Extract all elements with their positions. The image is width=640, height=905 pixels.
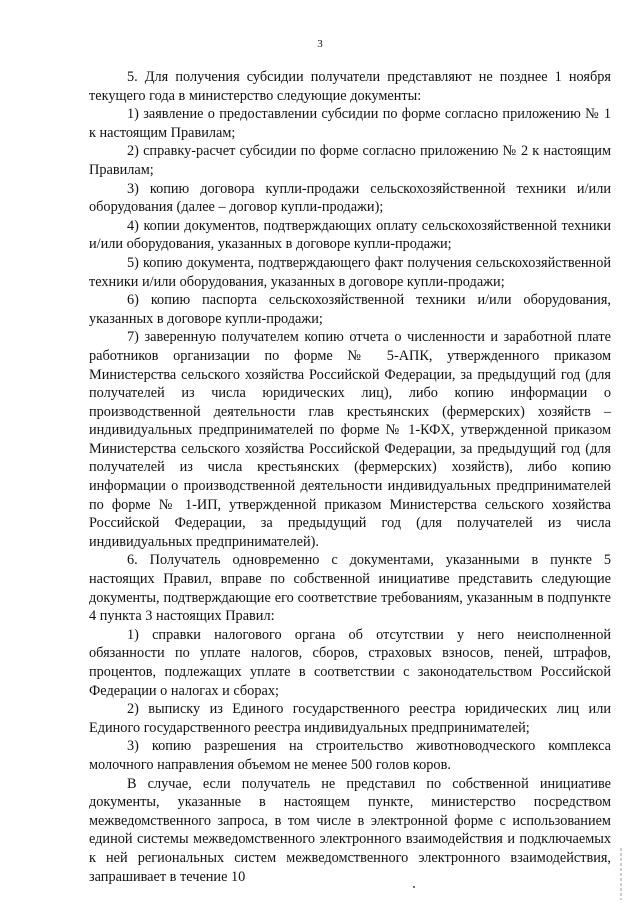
paragraph-5-item-5: 5) копию документа, подтверждающего факт получения сельскохозяйственной техники и/или оборудования, указанных в договоре купли-продажи;: [89, 254, 611, 290]
paragraph-5-item-7: 7) заверенную получателем копию отчета о численности и заработной плате работников организации по форме № 5-АПК, утвержденного приказом Министерства сельского хозяйства Российской Федерации, за предыдущий год (для получателей из числа юридических лиц), либо копию информации о производственной деятельности глав крестьянских (фермерских) хозяйств – индивидуальных предпринимателей по форме № 1-КФХ, утвержденной приказом Министерства сельского хозяйства Российской Федерации, за предыдущий год (для получателей из числа крестьянских (фермерских) хозяйств), либо копию информации о производственной деятельности индивидуальных предпринимателей по форме № 1-ИП, утвержденной приказом Министерства сельского хозяйства Российской Федерации, за предыдущий год (для получателей из числа индивидуальных предпринимателей).: [89, 329, 611, 550]
paragraph-5-item-6: 6) копию паспорта сельскохозяйственной техники и/или оборудования, указанных в договоре купли-продажи;: [89, 292, 611, 327]
paragraph-6-item-1: 1) справки налогового органа об отсутствии у него неисполненной обязанности по уплате налогов, сборов, страховых взносов, пеней, штрафов, процентов, подлежащих уплате в соответствии с законодательством Российской Федерации о налогах и сборах;: [89, 626, 611, 699]
page-number: 3: [317, 38, 323, 50]
paragraph-5-item-1: 1) заявление о предоставлении субсидии по форме согласно приложению № 1 к настоящим Правилам;: [89, 106, 611, 141]
paragraph-5-item-4: 4) копии документов, подтверждающих оплату сельскохозяйственной техники и/или оборудования, указанных в договоре купли-продажи;: [89, 217, 611, 253]
paragraph-5-item-2: 2) справку-расчет субсидии по форме согласно приложению № 2 к настоящим Правилам;: [89, 143, 611, 178]
paragraph-6-item-3: 3) копию разрешения на строительство животноводческого комплекса молочного направления объемом не менее 500 голов коров.: [89, 738, 611, 773]
scan-speck: [413, 886, 415, 888]
document-body: [89, 68, 611, 886]
paragraph-6-closing: В случае, если получатель не представил по собственной инициативе документы, указанные в настоящем пункте, министерство посредством межведомственного запроса, в том числе в электронной форме с использованием единой системы межведомственного электронного взаимодействия и подключаемых к ней региональных систем межведомственного электронного взаимодействия, запрашивает в течение 10: [89, 775, 611, 885]
paragraph-6-item-2: 2) выписку из Единого государственного реестра юридических лиц или Единого государственного реестра индивидуальных предпринимателей;: [89, 701, 611, 736]
paragraph-6-intro: 6. Получатель одновременно с документами, указанными в пункте 5 настоящих Правил, вправе по собственной инициативе представить следующие документы, подтверждающие его соответствие требованиям, указанным в подпункте 4 пункта 3 настоящих Правил:: [89, 552, 611, 625]
paragraph-5-item-3: 3) копию договора купли-продажи сельскохозяйственной техники и/или оборудования (далее – договор купли-продажи);: [89, 180, 611, 216]
paragraph-5-intro: 5. Для получения субсидии получатели представляют не позднее 1 ноября текущего года в министерство следующие документы:: [89, 69, 611, 104]
scan-edge-mark: [620, 848, 622, 900]
